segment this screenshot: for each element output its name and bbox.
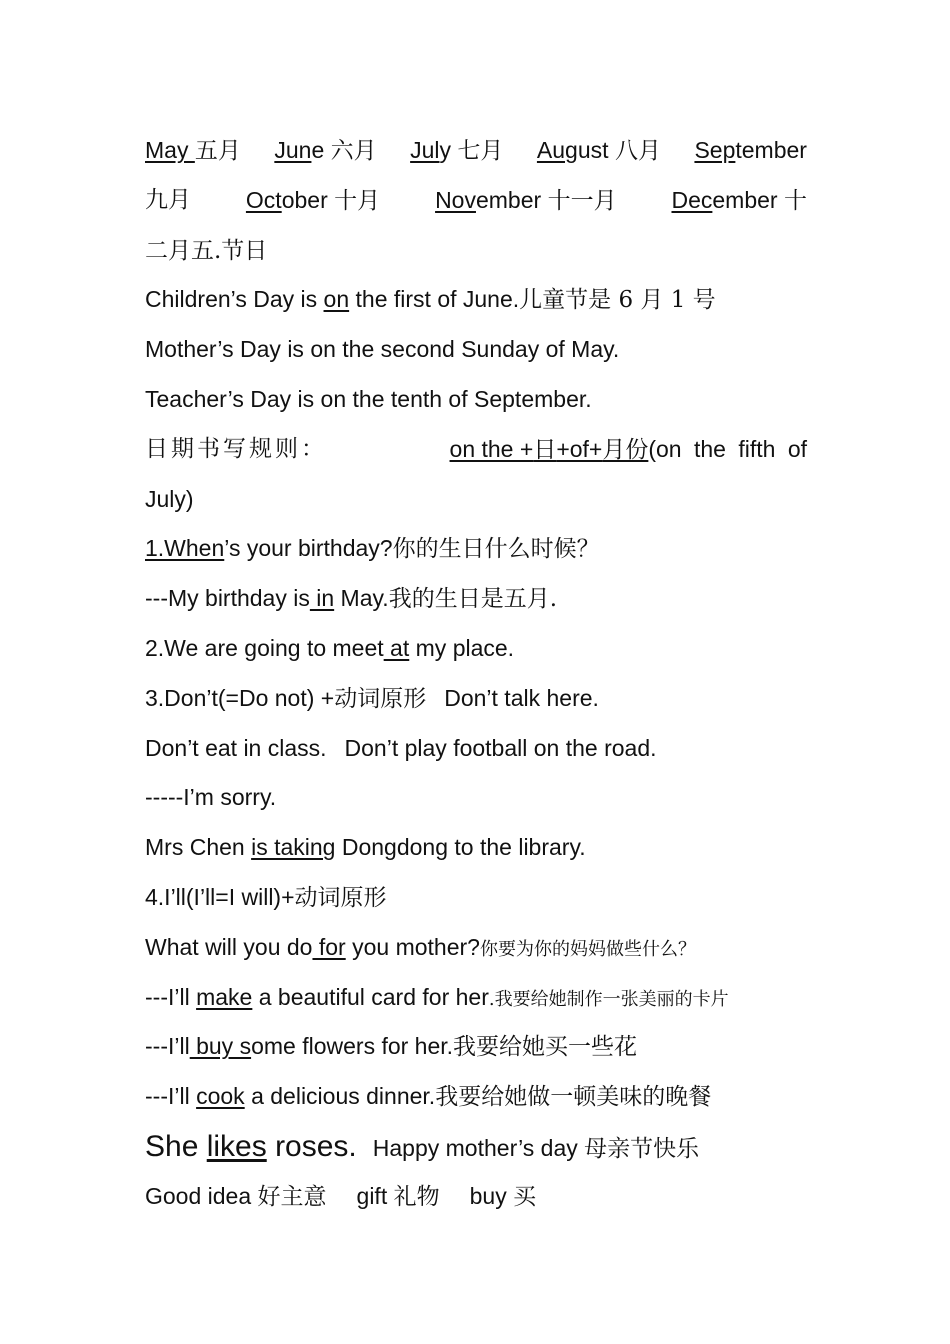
mother-question: What will you do for you mother?你要为你的妈妈做些什么？ [145,933,696,960]
dont-examples: Don’t eat in class. Don’t play football on the road. [145,734,657,761]
document-page [145,126,807,1222]
teachers-day-line: Teacher’s Day is on the tenth of September. [145,385,592,412]
will-rule: 4.I’ll(I’ll=I will)+动词原形 [145,883,387,911]
meet-sentence: 2.We are going to meet at my place. [145,634,515,661]
dont-rule: 3.Don’t(=Do not) +动词原形 Don’t talk here. [145,684,599,712]
vocab-line: Good idea 好主意 gift 礼物 buy 买 [145,1182,537,1210]
childrens-day-line: Children’s Day is on the first of June.儿童节是 6 月 1 号 [145,286,716,314]
months-line-2: 九月 October 十月 November 十一月 December 十 [145,186,807,214]
birthday-answer: ---My birthday is in May.我的生日是五月. [145,585,557,613]
date-rule-example-end: July) [145,485,194,512]
date-rule-line: 日期书写规则： on the +日+of+月份(on the fifth of [145,435,807,463]
months-line-1: May 五月 June 六月 July 七月 August 八月 September [145,137,807,164]
answer-dinner: ---I’ll cook a delicious dinner.我要给她做一顿美味的晚餐 [145,1083,712,1111]
section-heading: 五.节日 [191,237,268,264]
mothers-day-line: Mother’s Day is on the second Sunday of May. [145,336,620,363]
mrs-chen-line: Mrs Chen is taking Dongdong to the library. [145,834,586,861]
roses-line: She likes roses. Happy mother’s day 母亲节快乐 [145,1129,700,1163]
may-underlined: May [145,137,195,163]
answer-card: ---I’ll make a beautiful card for her.我要给她制作一张美丽的卡片 [145,983,729,1010]
birthday-question: 1.When’s your birthday?你的生日什么时候？ [145,535,600,563]
sorry-line: -----I’m sorry. [145,784,277,811]
answer-flowers: ---I’ll buy some flowers for her.我要给她买一些花 [145,1033,638,1061]
months-line-3: 二月五.节日 [145,237,268,264]
